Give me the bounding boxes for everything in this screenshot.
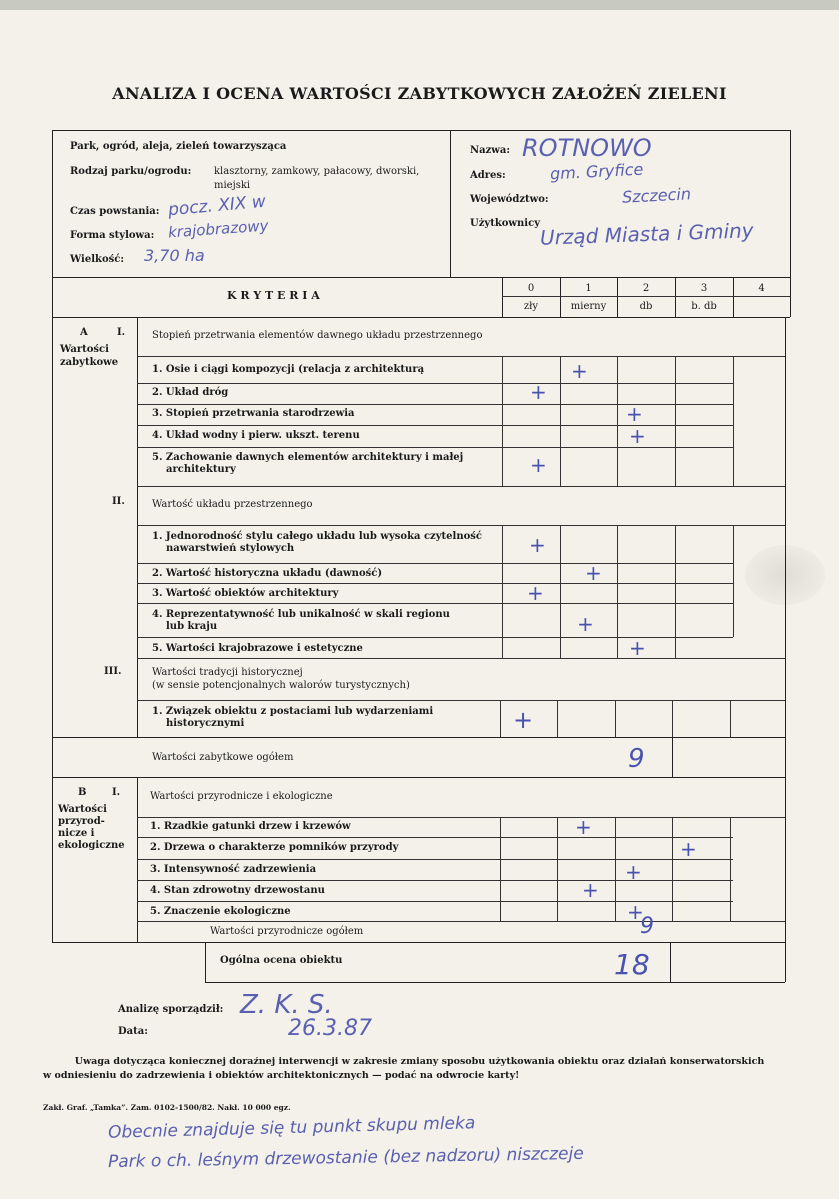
g3-row-1-mark: + xyxy=(513,706,534,734)
section-a-total-value: 9 xyxy=(628,744,645,774)
grid-col xyxy=(733,525,734,637)
date-label: Data: xyxy=(118,1026,148,1037)
address-value: gm. Gryfice xyxy=(549,159,644,184)
b-row-1: 1. Rzadkie gatunki drzew i krzewów xyxy=(150,821,351,832)
score-2: 2 xyxy=(642,283,650,294)
grade-3: b. db xyxy=(691,301,717,312)
group3-roman: III. xyxy=(104,666,122,677)
overall-left xyxy=(205,942,206,982)
row-line xyxy=(137,859,733,860)
section-a-right-line xyxy=(785,317,786,737)
intervention-note: Uwaga dotycząca koniecznej doraźnej interwencji w zakresie zmiany sposobu użytkowania obiektu oraz działań konserwatorskich xyxy=(74,1056,765,1067)
score-0: 0 xyxy=(527,283,535,294)
header-right-border xyxy=(790,130,791,278)
author-label: Analizę sporządził: xyxy=(118,1004,224,1015)
grid-col xyxy=(733,356,734,486)
g2-row-1-cont: nawarstwień stylowych xyxy=(166,543,295,554)
grid-col xyxy=(500,700,501,737)
group1-title: Stopień przetrwania elementów dawnego układu przestrzennego xyxy=(152,330,483,341)
group3-title-2: (w sensie potencjonalnych walorów turystycznych) xyxy=(152,680,410,691)
section-b-right-line xyxy=(785,737,786,942)
row-line xyxy=(137,486,785,487)
g1-row-1-mark: + xyxy=(571,359,588,383)
g1-row-5-mark: + xyxy=(530,453,547,477)
grid-col xyxy=(617,356,618,486)
grid-col xyxy=(615,700,616,737)
b-row-5: 5. Znaczenie ekologiczne xyxy=(150,906,291,917)
b-row-5-mark: + xyxy=(627,900,644,924)
style-value: krajobrazowy xyxy=(167,216,269,242)
grid-col xyxy=(675,525,676,658)
grade-1: mierny xyxy=(570,301,607,312)
overall-bottom xyxy=(205,982,785,983)
name-value: ROTNOWO xyxy=(522,134,652,162)
grid-col xyxy=(615,817,616,921)
g1-row-5: 5. Zachowanie dawnych elementów architektury i małej xyxy=(152,452,464,463)
score-3: 3 xyxy=(700,283,708,294)
grid-col xyxy=(730,817,731,921)
section-a-total-label: Wartości zabytkowe ogółem xyxy=(152,752,294,763)
g1-row-4: 4. Układ wodny i pierw. ukszt. terenu xyxy=(152,430,360,441)
group2-title: Wartość układu przestrzennego xyxy=(152,499,313,510)
overall-right xyxy=(785,942,786,982)
g2-row-1: 1. Jednorodność stylu całego układu lub wysoka czytelność xyxy=(152,531,482,542)
grade-0: zły xyxy=(523,301,539,312)
g2-row-4-cont: lub kraju xyxy=(166,621,218,632)
g2-row-1-mark: + xyxy=(529,533,546,557)
row-line xyxy=(137,658,785,659)
g2-row-2-mark: + xyxy=(585,561,602,585)
section-b-roman: I. xyxy=(112,787,121,798)
row-line xyxy=(137,383,733,384)
handwritten-note-2: Park o ch. leśnym drzewostanie (bez nadzoru) niszczeje xyxy=(107,1143,584,1173)
section-a-left-line xyxy=(137,317,138,737)
section-b-group-title: Wartości przyrodnicze i ekologiczne xyxy=(150,791,333,802)
row-line xyxy=(137,880,733,881)
row-line xyxy=(137,817,785,818)
size-label: Wielkość: xyxy=(70,254,125,265)
overall-value: 18 xyxy=(614,948,650,981)
grid-col xyxy=(560,525,561,658)
grade-2: db xyxy=(639,301,653,312)
score-header-divider xyxy=(502,296,790,297)
grid-col xyxy=(557,700,558,737)
row-line xyxy=(137,700,785,701)
section-b-total-value: 9 xyxy=(640,914,654,939)
b-row-2: 2. Drzewa o charakterze pomników przyrody xyxy=(150,842,399,853)
g3-row-1-cont: historycznymi xyxy=(166,718,245,729)
voivodeship-value: Szczecin xyxy=(621,184,692,207)
row-line xyxy=(137,921,785,922)
g3-row-1: 1. Związek obiektu z postaciami lub wydarzeniami xyxy=(152,706,434,717)
grid-col xyxy=(557,817,558,921)
intervention-note-2: w odniesieniu do zadrzewienia i obiektów architektonicznych — podać na odwrocie karty! xyxy=(43,1070,520,1081)
b-row-1-mark: + xyxy=(575,815,592,839)
row-line xyxy=(137,404,733,405)
section-a-letter: A xyxy=(80,327,88,338)
voivodeship-label: Województwo: xyxy=(470,194,549,205)
criteria-header-bottom xyxy=(52,317,790,318)
row-line xyxy=(137,525,785,526)
grid-col xyxy=(560,356,561,486)
name-label: Nazwa: xyxy=(470,145,511,156)
section-b-total-label: Wartości przyrodnicze ogółem xyxy=(210,926,364,937)
header-bottom-border xyxy=(52,277,790,278)
date-value: 26.3.87 xyxy=(288,1016,372,1041)
row-line xyxy=(137,563,733,564)
b-row-4: 4. Stan zdrowotny drzewostanu xyxy=(150,885,325,896)
score-1: 1 xyxy=(585,283,592,294)
grid-col xyxy=(502,525,503,658)
b-row-3-mark: + xyxy=(625,860,642,884)
g1-row-5-cont: architektury xyxy=(166,464,236,475)
row-line xyxy=(137,583,733,584)
g1-row-1: 1. Osie i ciągi kompozycji (relacja z architekturą xyxy=(152,364,425,375)
header-divider xyxy=(450,130,451,278)
section-a-roman: I. xyxy=(117,327,126,338)
users-value: Urząd Miasta i Gminy xyxy=(539,218,754,250)
row-line xyxy=(137,603,733,604)
group3-title: Wartości tradycji historycznej xyxy=(152,667,303,678)
grid-col xyxy=(675,356,676,486)
handwritten-note-1: Obecnie znajduje się tu punkt skupu mleka xyxy=(107,1113,476,1143)
overall-label: Ogólna ocena obiektu xyxy=(220,955,343,966)
users-label: Użytkownicy xyxy=(470,218,541,229)
park-kind-options-2: miejski xyxy=(214,180,251,191)
g1-row-3-mark: + xyxy=(626,402,643,426)
outer-left-border xyxy=(52,130,53,942)
total-divider xyxy=(672,737,673,777)
section-a-label-2: zabytkowe xyxy=(60,357,119,368)
b-row-2-mark: + xyxy=(680,837,697,861)
grid-col xyxy=(617,525,618,658)
b-row-3: 3. Intensywność zadrzewienia xyxy=(150,864,317,875)
section-b-label-4: ekologiczne xyxy=(58,840,125,851)
form-title: ANALIZA I OCENA WARTOŚCI ZABYTKOWYCH ZAŁOŻEŃ ZIELENI xyxy=(112,84,727,103)
section-a-label: Wartości xyxy=(60,344,109,355)
g1-row-3: 3. Stopień przetrwania starodrzewia xyxy=(152,408,355,419)
g2-row-3-mark: + xyxy=(527,581,544,605)
era-label: Czas powstania: xyxy=(70,206,160,217)
scan-top-band xyxy=(0,0,839,10)
park-kind-label: Rodzaj parku/ogrodu: xyxy=(70,166,192,177)
size-value: 3,70 ha xyxy=(144,246,205,265)
g1-row-4-mark: + xyxy=(629,424,646,448)
g2-row-4: 4. Reprezentatywność lub unikalność w skali regionu xyxy=(152,609,450,620)
grid-col xyxy=(500,817,501,921)
row-line xyxy=(137,837,733,838)
score-4: 4 xyxy=(758,283,765,294)
g2-row-5-mark: + xyxy=(629,636,646,660)
g2-row-4-mark: + xyxy=(577,612,594,636)
row-line xyxy=(52,737,785,738)
park-kind-options: klasztorny, zamkowy, pałacowy, dworski, xyxy=(214,166,420,177)
printer-imprint: Zakł. Graf. „Tamka”. Zam. 0102-1500/82. Nakł. 10 000 egz. xyxy=(43,1103,291,1112)
era-value: pocz. XIX w xyxy=(167,191,267,221)
g2-row-2: 2. Wartość historyczna układu (dawność) xyxy=(152,568,383,579)
section-b-label-3: nicze i xyxy=(58,828,95,839)
outer-top-border xyxy=(52,130,790,131)
score-col-line xyxy=(790,277,791,317)
address-label: Adres: xyxy=(470,170,506,181)
g2-row-5: 5. Wartości krajobrazowe i estetyczne xyxy=(152,643,363,654)
section-b-letter: B xyxy=(78,787,87,798)
criteria-label: K R Y T E R I A xyxy=(227,289,320,302)
grid-col xyxy=(672,700,673,737)
grid-col xyxy=(730,700,731,737)
style-label: Forma stylowa: xyxy=(70,230,155,241)
grid-col xyxy=(502,356,503,486)
g2-row-3: 3. Wartość obiektów architektury xyxy=(152,588,339,599)
grid-col xyxy=(672,817,673,921)
g1-row-2-mark: + xyxy=(530,380,547,404)
overall-divider xyxy=(670,942,671,982)
b-row-4-mark: + xyxy=(582,878,599,902)
group2-roman: II. xyxy=(112,496,125,507)
park-type-line: Park, ogród, aleja, zieleń towarzysząca xyxy=(70,141,287,152)
author-signature: Z. K. S. xyxy=(240,990,333,1020)
g1-row-2: 2. Układ dróg xyxy=(152,387,229,398)
section-divider xyxy=(52,777,785,778)
section-b-label-2: przyrod- xyxy=(58,816,105,827)
section-b-label: Wartości xyxy=(58,804,107,815)
section-b-bottom xyxy=(52,942,785,943)
row-line xyxy=(137,356,785,357)
